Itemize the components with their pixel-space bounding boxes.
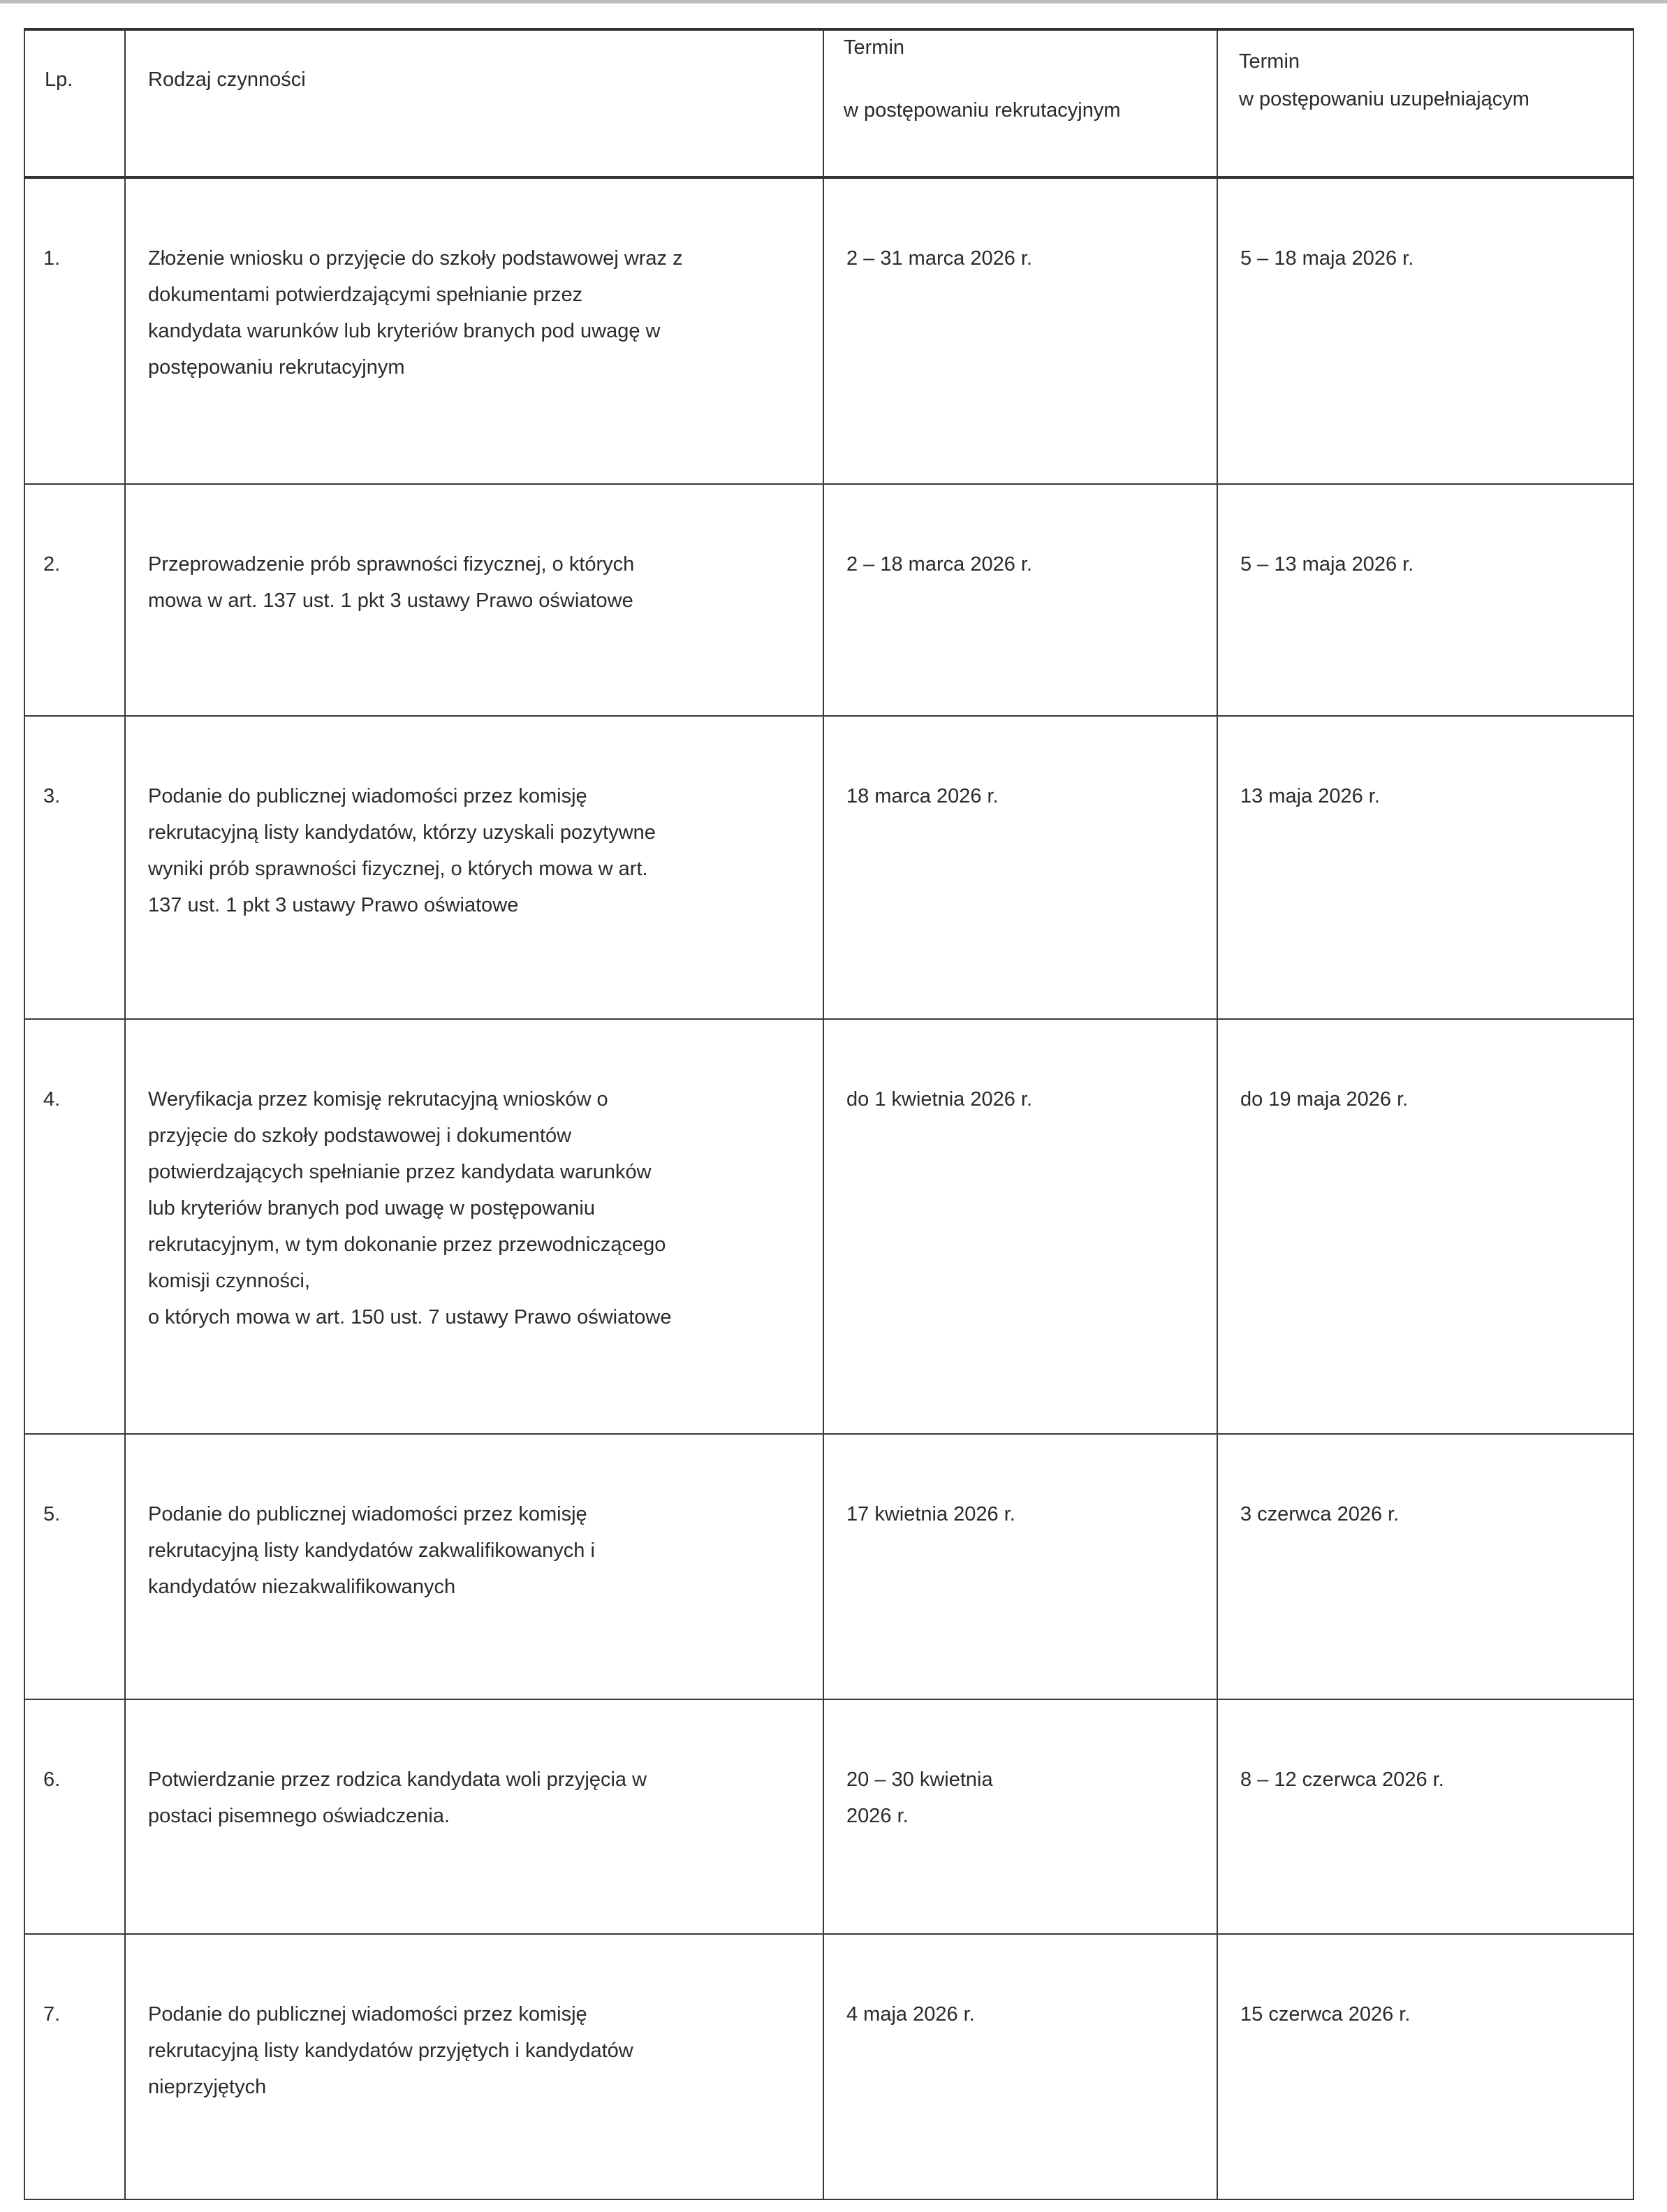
supplementary-term: 15 czerwca 2026 r.: [1217, 1934, 1633, 2199]
row-number: 4.: [24, 1019, 125, 1434]
table-row: [24, 1699, 1633, 1934]
recruitment-term: 20 – 30 kwietnia 2026 r.: [823, 1699, 1217, 1934]
header-term-recruitment: [823, 29, 1217, 177]
activity-description: Podanie do publicznej wiadomości przez komisję rekrutacyjną listy kandydatów zakwalifikowanych i kandydatów niezakwalifikowanych: [125, 1434, 823, 1699]
supplementary-term: 5 – 18 maja 2026 r.: [1217, 177, 1633, 484]
header-activity: [125, 29, 823, 177]
supplementary-term: 3 czerwca 2026 r.: [1217, 1434, 1633, 1699]
table-row: [24, 1434, 1633, 1699]
recruitment-term: 2 – 18 marca 2026 r.: [823, 484, 1217, 716]
row-number: 6.: [24, 1699, 125, 1934]
header-lp: [24, 29, 125, 177]
header-term-supplementary-sub: w postępowaniu uzupełniającym: [1239, 88, 1529, 110]
table-row: [24, 177, 1633, 484]
row-number: 5.: [24, 1434, 125, 1699]
header-term-supplementary: [1217, 29, 1633, 177]
activity-description: Podanie do publicznej wiadomości przez komisję rekrutacyjną listy kandydatów, którzy uzyskali pozytywne wyniki prób sprawności fizycznej, o których mowa w art. 137 ust. 1 pkt 3 ustawy Prawo oświatowe: [125, 716, 823, 1019]
header-activity-label: Rodzaj czynności: [148, 68, 306, 91]
row-number: 3.: [24, 716, 125, 1019]
activity-description: Przeprowadzenie prób sprawności fizycznej, o których mowa w art. 137 ust. 1 pkt 3 ustawy Prawo oświatowe: [125, 484, 823, 716]
header-term-recruitment-title: Termin: [844, 36, 905, 59]
activity-description: Podanie do publicznej wiadomości przez komisję rekrutacyjną listy kandydatów przyjętych i kandydatów nieprzyjętych: [125, 1934, 823, 2199]
supplementary-term: 5 – 13 maja 2026 r.: [1217, 484, 1633, 716]
recruitment-term: 2 – 31 marca 2026 r.: [823, 177, 1217, 484]
table-row: [24, 484, 1633, 716]
row-number: 7.: [24, 1934, 125, 2199]
table-row: [24, 1934, 1633, 2199]
header-term-supplementary-title: Termin: [1239, 50, 1300, 73]
activity-description: Weryfikacja przez komisję rekrutacyjną wniosków o przyjęcie do szkoły podstawowej i dokumentów potwierdzających spełnianie przez kandydata warunków lub kryteriów branych pod uwagę w postępowaniu rekrutacyjnym, w tym dokonanie przez przewodniczącego komisji czynności, o których mowa w art. 150 ust. 7 ustawy Prawo oświatowe: [125, 1019, 823, 1434]
activity-description: Potwierdzanie przez rodzica kandydata woli przyjęcia w postaci pisemnego oświadczenia.: [125, 1699, 823, 1934]
recruitment-term: 18 marca 2026 r.: [823, 716, 1217, 1019]
recruitment-term: do 1 kwietnia 2026 r.: [823, 1019, 1217, 1434]
activity-description: Złożenie wniosku o przyjęcie do szkoły podstawowej wraz z dokumentami potwierdzającymi spełnianie przez kandydata warunków lub kryteriów branych pod uwagę w postępowaniu rekrutacyjnym: [125, 177, 823, 484]
recruitment-term: 4 maja 2026 r.: [823, 1934, 1217, 2199]
recruitment-term: 17 kwietnia 2026 r.: [823, 1434, 1217, 1699]
table-row: [24, 1019, 1633, 1434]
supplementary-term: 8 – 12 czerwca 2026 r.: [1217, 1699, 1633, 1934]
recruitment-schedule-table: [24, 28, 1634, 2200]
table-row: [24, 716, 1633, 1019]
header-term-recruitment-sub: w postępowaniu rekrutacyjnym: [844, 99, 1121, 122]
row-number: 2.: [24, 484, 125, 716]
header-lp-label: Lp.: [45, 68, 73, 91]
top-divider: [0, 0, 1667, 3]
table-header-row: [24, 29, 1633, 177]
supplementary-term: 13 maja 2026 r.: [1217, 716, 1633, 1019]
row-number: 1.: [24, 177, 125, 484]
supplementary-term: do 19 maja 2026 r.: [1217, 1019, 1633, 1434]
